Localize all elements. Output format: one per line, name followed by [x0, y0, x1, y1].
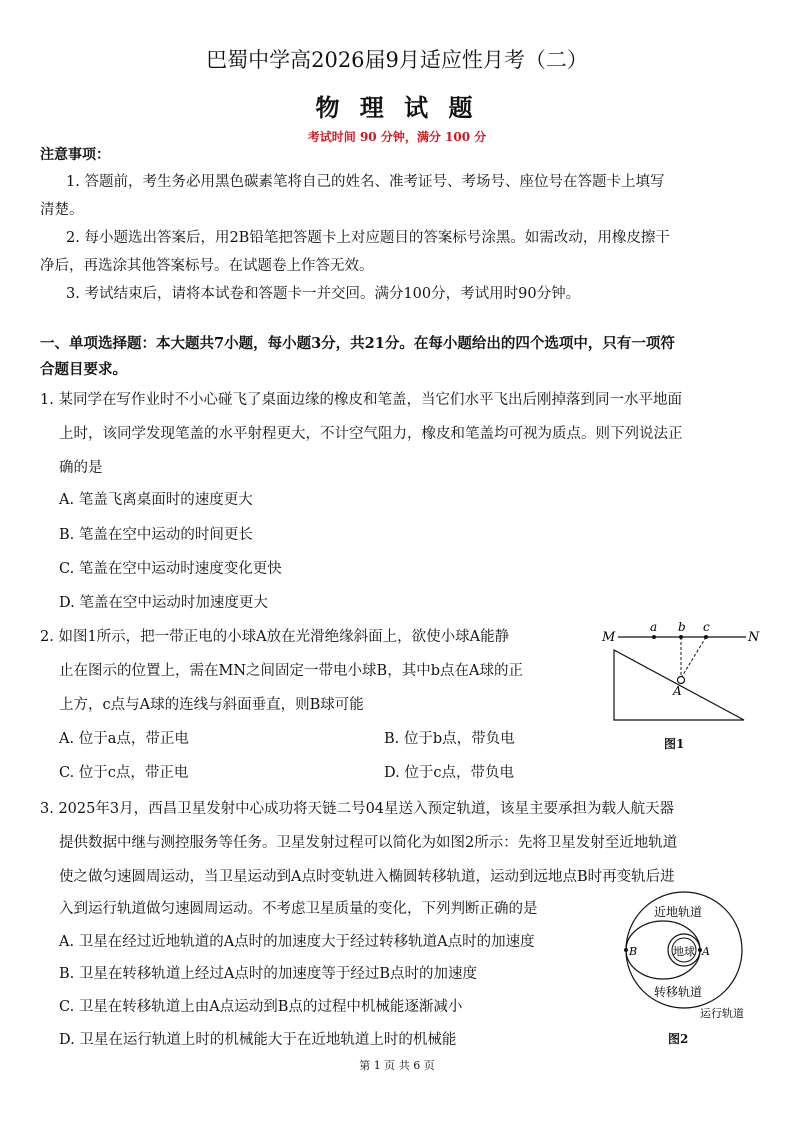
- q1-stem: 确的是: [59, 460, 103, 476]
- label-M: M: [602, 630, 616, 645]
- ball-A: [678, 677, 685, 684]
- near-orbit-label: 近地轨道: [654, 905, 703, 919]
- q2-option-d: D. 位于c点，带负电: [384, 765, 514, 781]
- section-heading-cont: 合题目要求。: [40, 361, 127, 378]
- q1-stem: 1. 某同学在写作业时不小心碰飞了桌面边缘的橡皮和笔盖，当它们水平飞出后刚掉落到同一水平地面: [40, 392, 682, 408]
- notice-heading: 注意事项：: [40, 147, 110, 163]
- subject-title: 物 理 试 题: [315, 93, 479, 122]
- dash-c-to-A: [681, 637, 706, 678]
- q1-option-c: C. 笔盖在空中运动时速度变化更快: [59, 561, 282, 577]
- label-a: a: [650, 620, 658, 634]
- label-A: A: [702, 945, 710, 958]
- section-heading: 一、单项选择题：本大题共7小题，每小题3分，共21分。在每小题给出的四个选项中，只有一项符: [40, 335, 675, 352]
- q3-stem: 使之做匀速圆周运动，当卫星运动到A点时变轨进入椭圆转移轨道，运动到远地点B时再变轨后进: [59, 869, 675, 885]
- notice-line: 1. 答题前，考生务必用黑色碳素笔将自己的姓名、准考证号、考场号、座位号在答题卡上填写: [66, 174, 665, 190]
- figure-2-orbits: [618, 890, 786, 1028]
- operating-orbit-label: 运行轨道: [700, 1007, 744, 1020]
- point-A: [698, 948, 702, 952]
- q2-option-a: A. 位于a点，带正电: [59, 731, 189, 747]
- q3-option-d: D. 卫星在运行轨道上时的机械能大于在近地轨道上时的机械能: [59, 1032, 457, 1048]
- earth-label: 地球: [673, 945, 695, 958]
- q3-option-a: A. 卫星在经过近地轨道的A点时的加速度大于经过转移轨道A点时的加速度: [59, 934, 535, 950]
- q2-stem: 上方，c点与A球的连线与斜面垂直，则B球可能: [59, 697, 364, 713]
- point-a: [652, 635, 656, 639]
- label-c: c: [703, 620, 710, 634]
- q1-option-d: D. 笔盖在空中运动时加速度更大: [59, 595, 268, 611]
- page-footer: 第 1 页 共 6 页: [359, 1059, 435, 1072]
- q1-stem: 上时，该同学发现笔盖的水平射程更大，不计空气阻力，橡皮和笔盖均可视为质点。则下列说法正: [59, 426, 683, 442]
- q3-stem: 3. 2025年3月，西昌卫星发射中心成功将天链二号04星送入预定轨道，该星主要承担为载人航天器: [40, 801, 675, 817]
- figure-1-incline: [598, 620, 768, 750]
- exam-title: 巴蜀中学高2026届9月适应性月考（二）: [206, 48, 588, 72]
- q2-stem: 2. 如图1所示，把一带正电的小球A放在光滑绝缘斜面上，欲使小球A能静: [40, 629, 510, 645]
- q1-option-b: B. 笔盖在空中运动的时间更长: [59, 527, 253, 543]
- q3-stem: 提供数据中继与测控服务等任务。卫星发射过程可以简化为如图2所示：先将卫星发射至近地轨道: [59, 835, 678, 851]
- q1-option-a: A. 笔盖飞离桌面时的速度更大: [59, 492, 253, 508]
- label-B: B: [629, 945, 638, 958]
- notice-line: 3. 考试结束后，请将本试卷和答题卡一并交回。满分100分，考试用时90分钟。: [66, 286, 581, 302]
- q3-stem: 入到运行轨道做匀速圆周运动。不考虑卫星质量的变化，下列判断正确的是: [59, 901, 538, 917]
- transfer-orbit-label: 转移轨道: [654, 985, 703, 999]
- q2-option-c: C. 位于c点，带正电: [59, 765, 189, 781]
- notice-line: 清楚。: [40, 202, 84, 218]
- figure-1-caption: 图1: [664, 737, 685, 751]
- label-N: N: [748, 630, 760, 645]
- notice-line: 2. 每小题选出答案后，用2B铅笔把答题卡上对应题目的答案标号涂黑。如需改动，用橡皮擦干: [66, 230, 670, 246]
- q2-option-b: B. 位于b点，带负电: [384, 731, 515, 747]
- q3-option-c: C. 卫星在转移轨道上由A点运动到B点的过程中机械能逐渐减小: [59, 999, 463, 1015]
- label-A: A: [673, 684, 682, 698]
- label-b: b: [678, 620, 686, 634]
- notice-line: 净后，再选涂其他答案标号。在试题卷上作答无效。: [40, 258, 374, 274]
- q2-stem: 止在图示的位置上，需在MN之间固定一带电小球B，其中b点在A球的正: [59, 663, 523, 679]
- point-B: [624, 948, 628, 952]
- time-note: 考试时间 90 分钟，满分 100 分: [307, 130, 487, 144]
- q3-option-b: B. 卫星在转移轨道上经过A点时的加速度等于经过B点时的加速度: [59, 966, 477, 982]
- figure-2-caption: 图2: [668, 1032, 689, 1046]
